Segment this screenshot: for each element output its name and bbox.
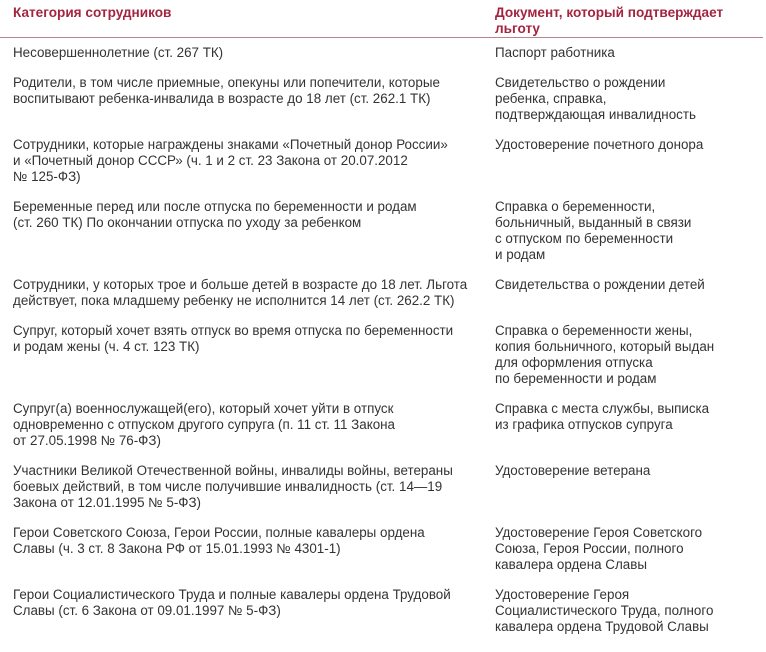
category-cell: Участники Великой Отечественной войны, инвалиды войны, ветераны боевых действий, в том числе получившие инвалидность (ст. 14—19 Закона от 12.01.1995 № 5-ФЗ) [13,463,453,510]
document-cell: Справка о беременности, больничный, выданный в связи с отпуском по беременности и родам [495,199,692,262]
category-cell: Супруг, который хочет взять отпуск во время отпуска по беременности и родам жены (ч. 4 ст. 123 ТК) [13,323,454,354]
table-row [0,401,766,449]
document-cell: Свидетельство о рождении ребенка, справка, подтверждающая инвалидность [495,75,696,122]
category-cell: Герои Социалистического Труда и полные кавалеры ордена Трудовой Славы (ст. 6 Закона от 09.01.1997 № 5-ФЗ) [13,587,451,618]
header-category: Категория сотрудников [13,5,172,20]
document-cell: Удостоверение почетного донора [495,137,704,152]
document-cell: Удостоверение Героя Советского Союза, Героя России, полного кавалера ордена Славы [495,525,703,572]
category-cell: Супруг(а) военнослужащей(его), который хочет уйти в отпуск одновременно с отпуском другого супруга (п. 11 ст. 11 Закона от 27.05.1998 № 76-ФЗ) [13,401,396,448]
document-cell: Удостоверение Героя Социалистического Труда, полного кавалера ордена Трудовой Славы [495,587,714,634]
document-cell: Паспорт работника [495,45,615,60]
table-row [0,463,766,511]
category-cell: Несовершеннолетние (ст. 267 ТК) [13,45,224,60]
table-row [0,525,766,573]
category-cell: Сотрудники, которые награждены знаками «Почетный донор России» и «Почетный донор СССР» (ч. 1 и 2 ст. 23 Закона от 20.07.2012 № 125-ФЗ) [13,137,448,184]
table-header [0,0,763,38]
table-row [0,45,766,61]
document-cell: Удостоверение ветерана [495,463,651,478]
category-cell: Герои Советского Союза, Герои России, полные кавалеры ордена Славы (ч. 3 ст. 8 Закона РФ от 15.01.1993 № 4301-1) [13,525,425,556]
table-body [0,38,766,635]
table-row [0,587,766,635]
header-document: Документ, который подтверждает льготу [495,5,724,36]
table-row [0,137,766,185]
table-row [0,323,766,387]
table-row [0,199,766,263]
table-row [0,277,766,309]
table-row [0,75,766,123]
document-cell: Справка о беременности жены, копия больничного, который выдан для оформления отпуска по беременности и родам [495,323,715,386]
category-cell: Сотрудники, у которых трое и больше детей в возрасте до 18 лет. Льгота действует, пока младшему ребенку не исполнится 14 лет (ст. 262.2 ТК) [13,277,468,308]
document-cell: Свидетельства о рождении детей [495,277,705,292]
category-cell: Родители, в том числе приемные, опекуны или попечители, которые воспитывают ребенка-инвалида в возрасте до 18 лет (ст. 262.1 ТК) [13,75,440,106]
category-cell: Беременные перед или после отпуска по беременности и родам (ст. 260 ТК) По окончании отпуска по уходу за ребенком [13,199,417,230]
document-cell: Справка с места службы, выписка из графика отпусков супруга [495,401,710,432]
